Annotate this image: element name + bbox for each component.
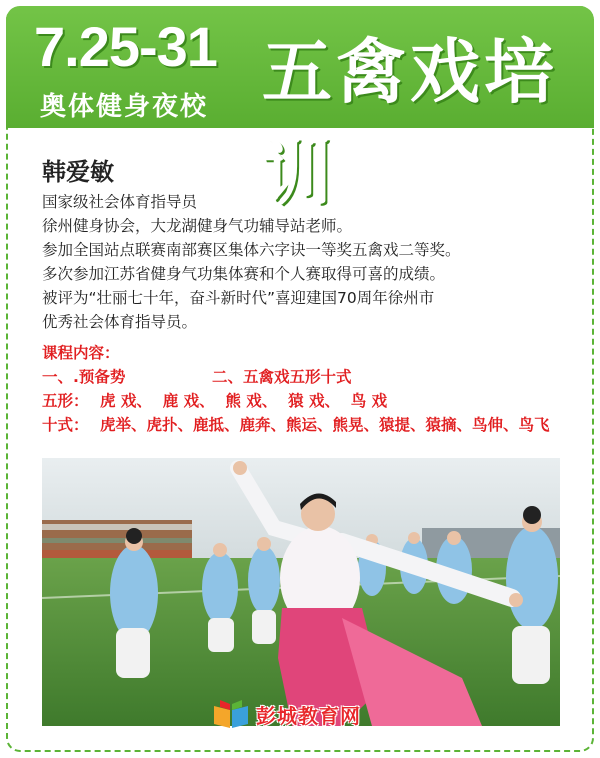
course-item-1: 一、.预备势 (42, 368, 126, 386)
wuxing-label: 五形： (42, 392, 89, 410)
bio-line: 多次参加江苏省健身气功集体赛和个人赛取得可喜的成绩。 (42, 265, 446, 283)
wuxing-row (42, 389, 387, 411)
page-title: 五禽戏培训 (262, 31, 558, 214)
course-heading: 课程内容： (42, 344, 120, 362)
course-items (42, 365, 352, 387)
teacher-name: 韩爱敏 (42, 158, 114, 186)
book-logo-icon (212, 698, 250, 730)
shishi-items: 虎举、虎扑、鹿抵、鹿奔、熊运、熊晃、猿提、猿摘、鸟伸、鸟飞 (100, 416, 550, 434)
practice-photo-illustration (42, 458, 560, 726)
bio-line: 国家级社会体育指导员 (42, 193, 198, 211)
bio-line: 参加全国站点联赛南部赛区集体六字诀一等奖五禽戏二等奖。 (42, 241, 461, 259)
bio-line: 徐州健身协会，大龙湖健身气功辅导站老师。 (42, 217, 353, 235)
event-venue: 奥体健身夜校 (40, 92, 209, 122)
shishi-row (42, 413, 550, 435)
bio-line: 优秀社会体育指导员。 (42, 313, 198, 331)
watermark (212, 698, 361, 730)
watermark-text: 彭城教育网 (256, 703, 361, 728)
course-item-2: 二、五禽戏五形十式 (212, 368, 352, 386)
shishi-label: 十式： (42, 416, 89, 434)
bio-line: 被评为“壮丽七十年，奋斗新时代”喜迎建国70周年徐州市 (42, 289, 435, 307)
event-date: 7.25-31 (34, 15, 217, 78)
teacher-bio (42, 190, 582, 334)
practice-photo (42, 458, 560, 726)
wuxing-items: 虎 戏、 鹿 戏、 熊 戏、 猿 戏、 鸟 戏 (100, 392, 388, 410)
